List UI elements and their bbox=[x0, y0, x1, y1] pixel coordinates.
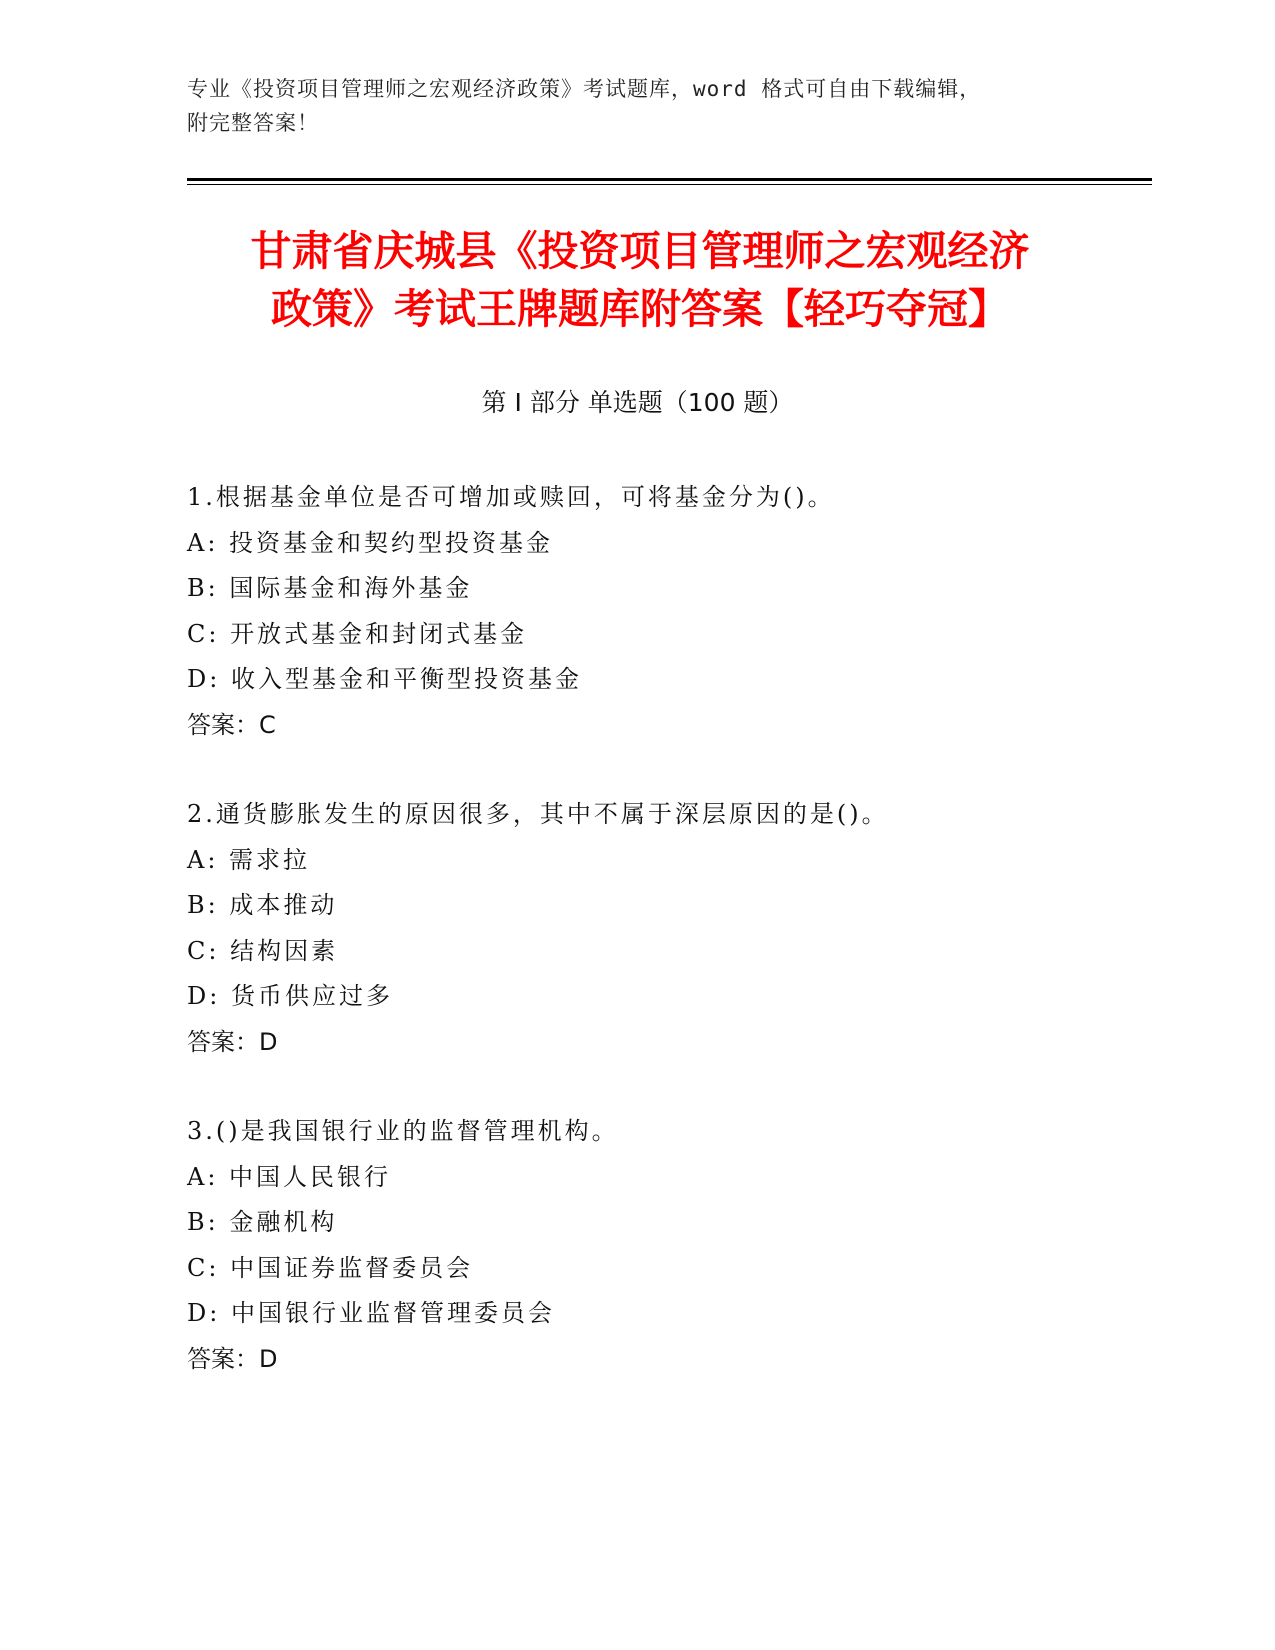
question-2 bbox=[187, 792, 1147, 1065]
section-title: 第 I 部分 单选题（100 题） bbox=[481, 388, 794, 417]
header-note-line-1: 专业《投资项目管理师之宏观经济政策》考试题库，word 格式可自由下载编辑， bbox=[187, 77, 982, 101]
header-note bbox=[187, 72, 1067, 140]
answer: 答案：D bbox=[187, 1027, 278, 1056]
document-title-line-2: 政策》考试王牌题库附答案【轻巧夺冠】 bbox=[271, 285, 1009, 333]
option-a: A: 投资基金和契约型投资基金 bbox=[187, 528, 554, 557]
option-b: B: 成本推动 bbox=[187, 891, 338, 919]
question-stem: 1.根据基金单位是否可增加或赎回，可将基金分为()。 bbox=[187, 483, 835, 511]
header-divider-thick bbox=[187, 178, 1152, 181]
question-3 bbox=[187, 1109, 1147, 1382]
header-note-line-2: 附完整答案！ bbox=[187, 111, 319, 135]
document-title-line-1: 甘肃省庆城县《投资项目管理师之宏观经济 bbox=[250, 227, 1030, 275]
header-divider-thin bbox=[187, 184, 1152, 185]
option-b: B: 金融机构 bbox=[187, 1208, 338, 1236]
option-c: C: 结构因素 bbox=[187, 936, 339, 965]
option-a: A: 需求拉 bbox=[187, 845, 311, 874]
option-c: C: 开放式基金和封闭式基金 bbox=[187, 619, 528, 648]
option-d: D: 货币供应过多 bbox=[187, 982, 393, 1010]
document-title bbox=[190, 222, 1090, 338]
answer: 答案：C bbox=[187, 710, 276, 739]
option-a: A: 中国人民银行 bbox=[187, 1162, 392, 1191]
question-stem: 2.通货膨胀发生的原因很多，其中不属于深层原因的是()。 bbox=[187, 800, 889, 828]
option-d: D: 收入型基金和平衡型投资基金 bbox=[187, 665, 582, 693]
question-list bbox=[187, 475, 1147, 1426]
question-stem: 3.()是我国银行业的监督管理机构。 bbox=[187, 1117, 619, 1145]
question-1 bbox=[187, 475, 1147, 748]
option-b: B: 国际基金和海外基金 bbox=[187, 574, 473, 602]
option-d: D: 中国银行业监督管理委员会 bbox=[187, 1299, 555, 1327]
answer: 答案：D bbox=[187, 1344, 278, 1373]
option-c: C: 中国证券监督委员会 bbox=[187, 1253, 474, 1282]
